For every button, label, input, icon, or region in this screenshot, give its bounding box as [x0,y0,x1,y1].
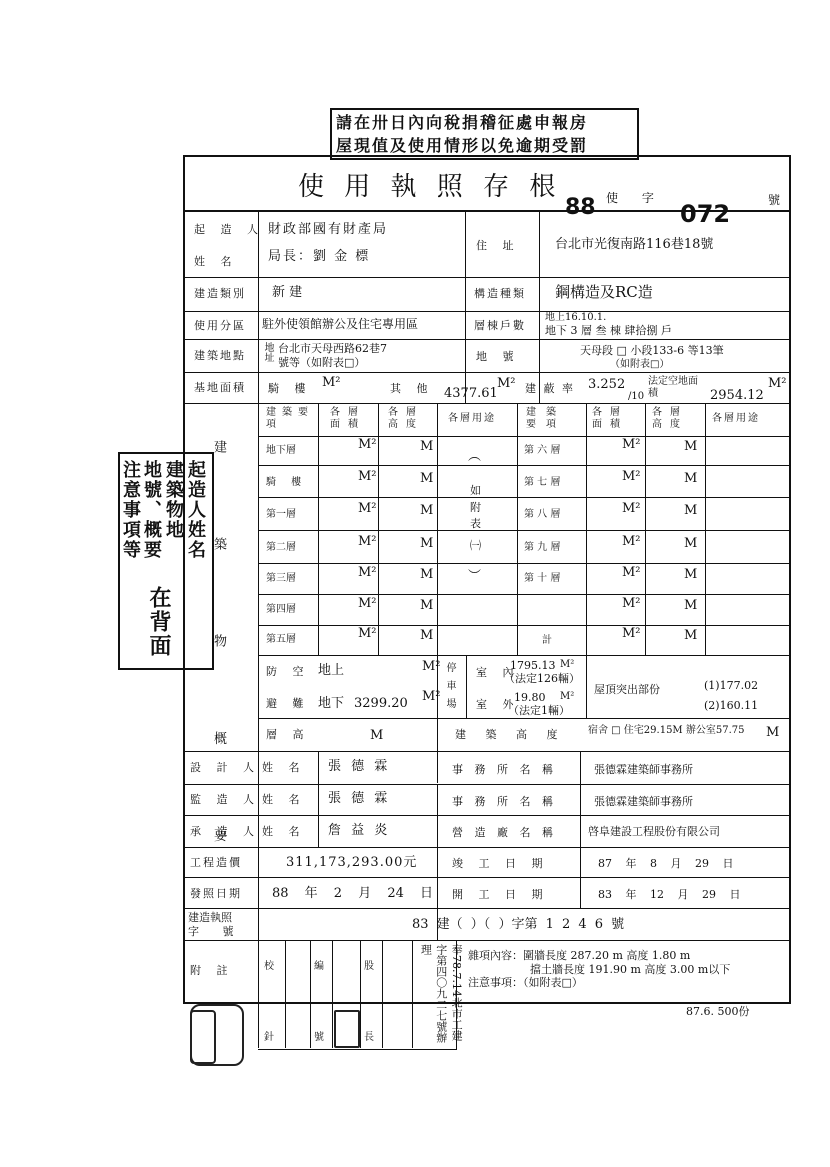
start-date-label: 開 工 日 期 [452,888,549,901]
permit-type: 使 字 [606,191,664,205]
col-area-left: 各層面積 [330,407,366,430]
floor-height-unit: M [420,503,434,518]
floor-height-unit: M [420,567,434,582]
air-defense-label: 防 空 [266,665,310,678]
floor-height-unit: M [420,598,434,613]
location-address-1: 台北市天母西路62巷7 [278,342,387,355]
other-unit: M² [497,376,516,391]
parking-indoor-value: 1795.13 [510,659,556,672]
roof-protrusion-2: (2)160.11 [704,699,759,712]
col-use-left: 各層用途 [448,413,496,424]
building-summary-label: 建 築 物 概 要 [211,440,226,882]
floor-area-unit: M² [622,565,641,580]
floor-area-unit: M² [358,437,377,452]
approval-stamp [334,1010,360,1048]
floors-count-label: 層棟戶數 [474,319,526,332]
shelter-below-value: 3299.20 [354,696,408,711]
sign-label: 針 [264,1032,274,1043]
side-notice-col-3: 地號、概要 [141,460,162,560]
designer-name: 張 德 霖 [328,759,391,774]
floor-name: 第二層 [266,542,296,553]
coverage-label: 建 蔽 率 [525,382,575,395]
coverage-unit: /10 [628,391,645,402]
floor-name: 第 八 層 [524,509,561,520]
builder-org: 財政部國有財產局 [268,222,389,237]
side-notice-col-5: 在背面 [146,586,172,658]
floor-height-unit: M [420,536,434,551]
builder-head: 局長：劉 金 標 [268,249,371,264]
floor-height-unit: M [684,536,698,551]
side-notice-col-1: 起造人姓名 [185,460,206,560]
open-space-unit: M² [768,376,787,391]
location-address-2: 號等（如附表□） [278,356,366,369]
floor-name: 第 十 層 [524,573,561,584]
cost-value: 311,173,293.00元 [286,855,418,870]
roof-protrusion-1: (1)177.02 [704,679,759,692]
use-note-char: ㈠ [470,539,481,552]
location-label: 建築地點 [194,349,246,362]
contractor-name: 詹 益 炎 [328,823,391,838]
floor-height-unit: M [420,471,434,486]
lot-note: （如附表□） [610,359,670,370]
designer-firm: 張德霖建築師事務所 [594,763,693,776]
contractor-label: 承 造 人 [190,825,260,838]
floor-area-unit: M² [622,469,641,484]
cost-label: 工程造價 [190,856,242,869]
roof-protrusion-label: 屋頂突出部份 [594,683,660,696]
col-items-left: 建築要項 [266,407,314,430]
designer-firm-label: 事 務 所 名 稱 [452,763,557,776]
building-height-label: 建 築 高 度 [455,728,566,741]
parking-label: 停車場 [444,662,455,716]
start-date-value: 83 年 12 月 29 日 [598,888,741,901]
supervisor-name-label: 姓 名 [262,793,306,806]
print-note: 87.6. 500份 [686,1005,750,1018]
floor-height-unit: M [684,598,698,613]
parking-indoor-label: 室 內 [476,666,520,679]
use-note-char: 附 [470,501,481,514]
floor-area-unit: M² [622,596,641,611]
floor-name: 第 九 層 [524,542,561,553]
land-label: 基地面積 [194,381,246,394]
use-zone-label: 使用分區 [194,319,246,332]
floor-height-unit: M [684,439,698,454]
floor-name: 計 [542,635,552,646]
floor-height-unit: M [684,471,698,486]
build-type-value: 新 建 [272,285,303,300]
permit-year-number: 88 [565,195,596,220]
floor-height-unit: M [684,567,698,582]
other-label: 其 他 [390,382,434,395]
supervisor-label: 監 造 人 [190,793,260,806]
edit-label: 編 [314,961,324,972]
floor-height-unit-row: M [370,728,384,743]
use-zone-value: 駐外使領館辦公及住宅專用區 [262,317,419,331]
structure-label: 構造種類 [474,287,526,300]
floor-area-unit: M² [622,626,641,641]
floor-name: 第五層 [266,634,296,645]
arcade-unit: M² [322,375,341,390]
floor-area-unit: M² [358,565,377,580]
chief-label: 長 [364,1032,374,1043]
building-height-unit: M [766,725,780,740]
use-note-char: 如 [470,484,481,497]
proof-label: 校 [264,961,274,972]
use-note-char: ︶ [468,569,482,584]
floor-height-unit: M [420,439,434,454]
floors-below: 地下 3 層 叁 棟 肆拾捌 戶 [545,324,672,337]
build-permit-label-1: 建造執照 [188,911,232,924]
address-label: 住 址 [476,239,520,252]
floor-area-unit: M² [358,501,377,516]
side-notice-col-4: 注意事項等 [120,460,141,560]
lot-label: 地 號 [476,350,520,363]
lot-value: 天母段 □ 小段133-6 等13筆 [580,344,724,357]
col-height-right: 各層高度 [652,407,688,430]
floor-name: 騎 樓 [266,477,308,488]
retaining-wall: 擋土牆長度 191.90 m 高度 3.00 m以下 [530,963,731,976]
shelter-below: 地下 [318,696,345,711]
arcade-label: 騎 樓 [268,382,312,395]
contractor-name-label: 姓 名 [262,825,306,838]
floor-name: 第四層 [266,604,296,615]
floor-height-label: 層 高 [266,728,310,741]
section-label: 股 [364,961,374,972]
parking-outdoor-value: 19.80 [514,691,546,704]
floor-area-unit: M² [358,469,377,484]
notice-line-1: 請在卅日內向稅捐稽征處申報房 [336,113,589,132]
floor-area-unit: M² [622,534,641,549]
floor-name: 第三層 [266,573,296,584]
shelter-below-unit: M² [422,689,441,704]
builder-label-1: 起 造 人 [194,223,264,236]
supervisor-name: 張 德 霖 [328,791,391,806]
floor-area-unit: M² [358,596,377,611]
evacuation-label: 避 難 [266,697,310,710]
designer-label: 設 計 人 [190,761,260,774]
permit-number: 072 [680,200,731,228]
side-notice-col-2: 建築物地 [163,460,184,540]
supervisor-firm-label: 事 務 所 名 稱 [452,795,557,808]
builder-label-2: 姓 名 [194,255,238,268]
parking-outdoor-label: 室 外 [476,698,520,711]
col-height-left: 各層高度 [388,407,424,430]
contractor-firm: 啓阜建設工程股份有限公司 [588,825,720,838]
supervisor-firm: 張德霖建築師事務所 [594,795,693,808]
structure-value: 鋼構造及RC造 [555,283,653,301]
form-title: 使 用 執 照 存 根 [298,172,562,202]
shelter-above-unit: M² [422,659,441,674]
parking-outdoor-note: （法定1輛） [508,704,570,717]
coverage-value: 3.252 [588,377,626,392]
parking-indoor-unit: M² [560,659,575,670]
floor-name: 地下層 [266,445,296,456]
contractor-firm-label: 營 造 廠 名 稱 [452,826,557,839]
floor-area-unit: M² [358,626,377,641]
seal-stamp-2 [190,1010,216,1064]
build-permit-value: 83 建（ ）（ ）字第 1 2 4 6 號 [412,917,625,932]
vertical-approval-note: 奉78.7.14北市工建字第四〇九二七號辦理 [419,944,464,1043]
use-note-char: ︵ [468,449,482,464]
designer-name-label: 姓 名 [262,761,306,774]
floor-height-unit: M [684,628,698,643]
open-space-value: 2954.12 [710,388,764,403]
use-note-char: 表 [470,517,481,530]
col-items-right: 建築要項 [526,407,566,430]
floor-area-unit: M² [622,437,641,452]
parking-indoor-note: （法定126輛） [504,672,580,685]
col-use-right: 各層用途 [712,413,760,424]
open-space-label: 法定空地面積 [648,376,698,399]
floor-name: 第 七 層 [524,477,561,488]
floor-height-unit: M [684,503,698,518]
permit-hao: 號 [768,193,781,207]
floors-above: 地上16.10.1. [545,312,607,323]
completion-value: 87 年 8 月 29 日 [598,857,734,870]
number-label: 號 [314,1032,324,1043]
floor-name: 第 六 層 [524,445,561,456]
parking-outdoor-unit: M² [560,691,575,702]
build-permit-label-2: 字 號 [188,925,244,938]
remarks-label: 附 註 [190,964,234,977]
col-area-right: 各層面積 [592,407,628,430]
other-value: 4377.61 [444,386,498,401]
attention-note: 注意事項：（如附表□） [468,976,583,989]
floor-area-unit: M² [622,501,641,516]
tax-notice-box [330,108,639,160]
building-height-value: 宿舍 □ 住宅29.15M 辦公室57.75 [588,725,745,736]
shelter-above: 地上 [318,663,345,678]
issue-date-value: 88 年 2 月 24 日 [272,886,434,901]
fence-content: 雜項內容：圍牆長度 287.20 m 高度 1.80 m [468,949,691,962]
completion-label: 竣 工 日 期 [452,857,549,870]
floor-name: 第一層 [266,509,296,520]
notice-line-2: 屋現值及使用情形以免逾期受罰 [336,136,589,155]
floor-height-unit: M [420,628,434,643]
floor-area-unit: M² [358,534,377,549]
issue-date-label: 發照日期 [190,887,242,900]
builder-address: 台北市光復南路116巷18號 [555,237,714,252]
build-type-label: 建造類別 [194,287,246,300]
location-sub-label: 地址 [262,342,273,362]
